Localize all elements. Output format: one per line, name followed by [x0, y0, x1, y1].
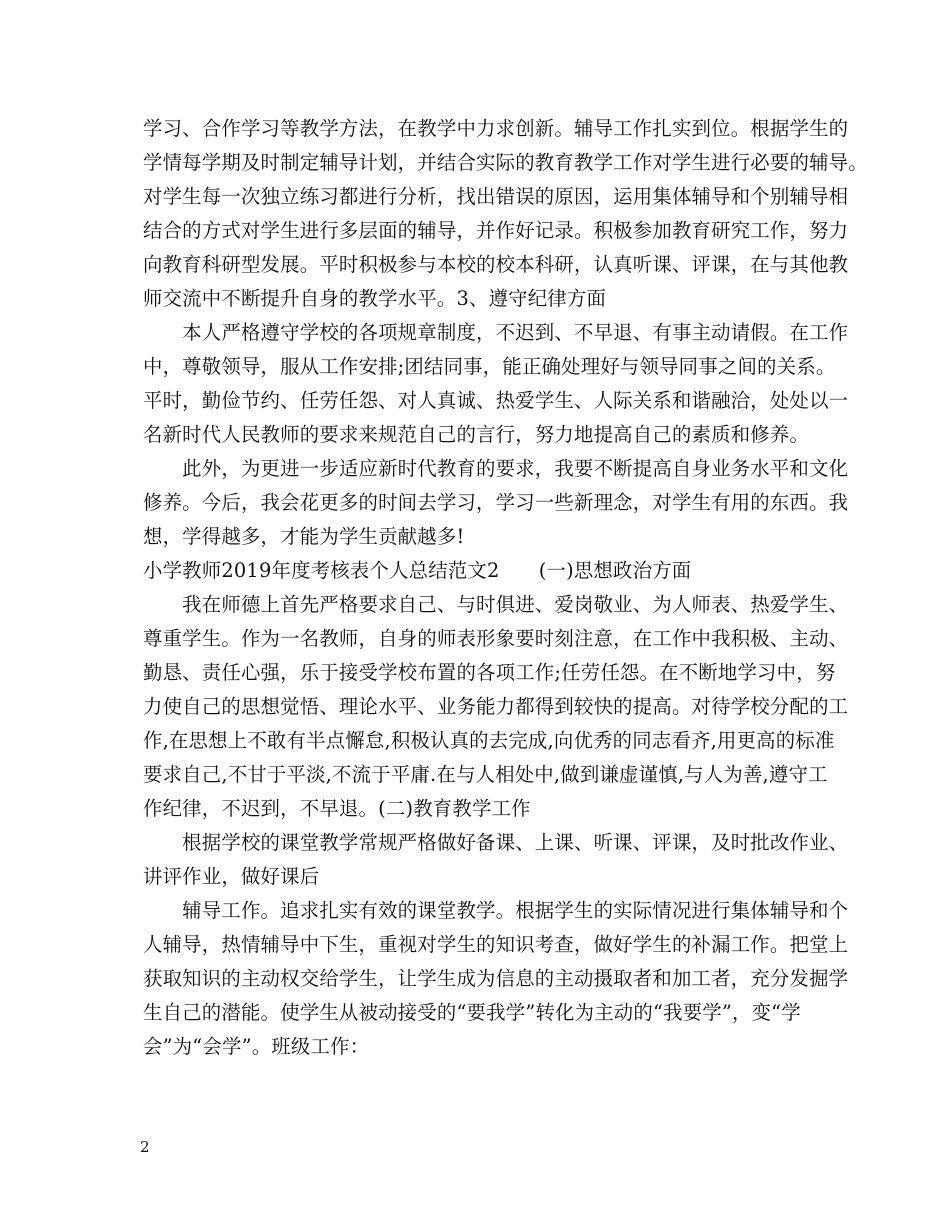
text-line: 平时，勤俭节约、任劳任怨、对人真诚、热爱学生、人际关系和谐融洽，处处以一 [143, 389, 849, 412]
text-line: 师交流中不断提升自身的教学水平。3、遵守纪律方面 [143, 287, 607, 310]
section-heading: 小学教师2019年度考核表个人总结范文2 (一)思想政治方面 [143, 559, 692, 582]
text-line: 讲评作业，做好课后 [143, 865, 320, 888]
text-line: 中，尊敬领导，服从工作安排;团结同事，能正确处理好与领导同事之间的关系。 [143, 355, 836, 378]
text-line: 获取知识的主动权交给学生，让学生成为信息的主动摄取者和加工者，充分发掘学 [143, 967, 849, 990]
text-line: 力使自己的思想觉悟、理论水平、业务能力都得到较快的提高。对待学校分配的工 [143, 695, 849, 718]
text-line: 根据学校的课堂教学常规严格做好备课、上课、听课、评课，及时批改作业、 [143, 831, 849, 854]
text-line: 生自己的潜能。使学生从被动接受的“要我学”转化为主动的“我要学”，变“学 [143, 1001, 801, 1024]
text-line: 学情每学期及时制定辅导计划，并结合实际的教育教学工作对学生进行必要的辅导。 [143, 151, 868, 174]
text-line: 想，学得越多，才能为学生贡献越多! [143, 525, 465, 548]
text-line: 我在师德上首先严格要求自己、与时俱进、爱岗敬业、为人师表、热爱学生、 [143, 593, 849, 616]
text-line: 人辅导，热情辅导中下生，重视对学生的知识考查，做好学生的补漏工作。把堂上 [143, 933, 849, 956]
text-line: 学习、合作学习等教学方法，在教学中力求创新。辅导工作扎实到位。根据学生的 [143, 117, 849, 140]
text-line: 作,在思想上不敢有半点懈怠,积极认真的去完成,向优秀的同志看齐,用更高的标准 [143, 729, 835, 752]
text-line: 会”为“会学”。班级工作： [143, 1035, 370, 1058]
text-line: 此外，为更进一步适应新时代教育的要求，我要不断提高自身业务水平和文化 [143, 457, 849, 480]
text-line: 作纪律，不迟到，不早退。(二)教育教学工作 [143, 797, 531, 820]
text-line: 尊重学生。作为一名教师，自身的师表形象要时刻注意，在工作中我积极、主动、 [143, 627, 849, 650]
text-line: 要求自己,不甘于平淡,不流于平庸.在与人相处中,做到谦虚谨慎,与人为善,遵守工 [143, 763, 828, 786]
text-line: 勤恳、责任心强，乐于接受学校布置的各项工作;任劳任怨。在不断地学习中，努 [143, 661, 836, 684]
text-line: 对学生每一次独立练习都进行分析，找出错误的原因，运用集体辅导和个别辅导相 [143, 185, 849, 208]
text-line: 结合的方式对学生进行多层面的辅导，并作好记录。积极参加教育研究工作，努力 [143, 219, 849, 242]
text-line: 修养。今后，我会花更多的时间去学习，学习一些新理念，对学生有用的东西。我 [143, 491, 849, 514]
page-number: 2 [140, 1138, 150, 1156]
text-line: 向教育科研型发展。平时积极参与本校的校本科研，认真听课、评课，在与其他教 [143, 253, 849, 276]
text-line: 本人严格遵守学校的各项规章制度，不迟到、不早退、有事主动请假。在工作 [143, 321, 849, 344]
text-line: 名新时代人民教师的要求来规范自己的言行，努力地提高自己的素质和修养。 [143, 423, 810, 446]
text-line: 辅导工作。追求扎实有效的课堂教学。根据学生的实际情况进行集体辅导和个 [143, 899, 849, 922]
